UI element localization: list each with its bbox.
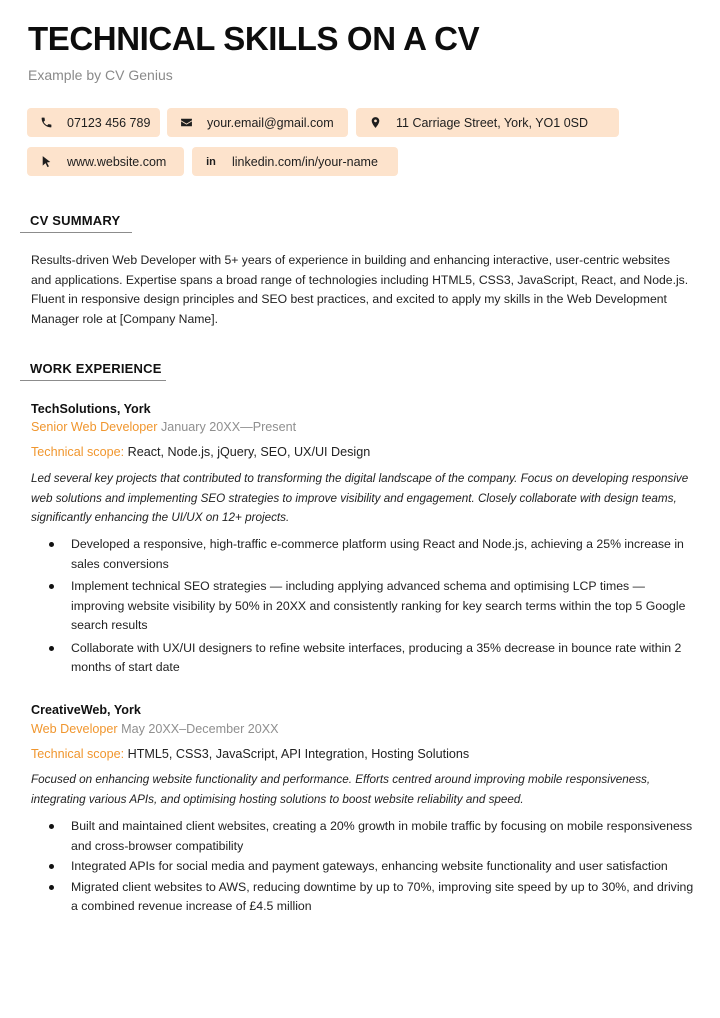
job-scope: HTML5, CSS3, JavaScript, API Integration, Hosting Solutions bbox=[127, 747, 470, 761]
job-scope-label: Technical scope: bbox=[31, 747, 125, 761]
job-scope: React, Node.js, jQuery, SEO, UX/UI Design bbox=[127, 445, 371, 459]
linkedin-link[interactable]: linkedin.com/in/your-name bbox=[232, 154, 378, 169]
website-chip[interactable] bbox=[27, 147, 184, 176]
job-bullets bbox=[46, 817, 696, 917]
job-role-line bbox=[31, 722, 279, 736]
address-chip bbox=[356, 108, 619, 137]
list-item: Built and maintained client websites, creating a 20% growth in mobile traffic by focusing on mobile responsiveness and cross-browser compatibility bbox=[46, 817, 696, 856]
job-dates: January 20XX—Present bbox=[160, 420, 297, 434]
job-bullets bbox=[46, 535, 696, 681]
job-summary: Led several key projects that contributed to transforming the digital landscape of the company. Focus on developing responsive web solutions and implementing SEO strategies to improve visibility and engagement. Closely collaborate with design teams, significantly enhancing the UI/UX on 12+ projects. bbox=[31, 472, 689, 524]
summary-divider bbox=[20, 232, 132, 233]
email-link[interactable]: your.email@gmail.com bbox=[207, 115, 334, 130]
experience-divider bbox=[20, 380, 166, 381]
job-scope-line bbox=[31, 445, 370, 459]
job-company: TechSolutions, York bbox=[31, 402, 151, 416]
phone-icon bbox=[39, 116, 53, 130]
job-role: Web Developer bbox=[31, 722, 118, 736]
job-scope-label: Technical scope: bbox=[31, 445, 125, 459]
cursor-icon bbox=[39, 155, 53, 169]
list-item: Implement technical SEO strategies — including applying advanced schema and optimising LCP times — improving website visibility by 50% in 20XX and consistently ranking for key search terms within the top 5 Google search results bbox=[46, 577, 696, 636]
job-role: Senior Web Developer bbox=[31, 420, 158, 434]
job-summary: Focused on enhancing website functionality and performance. Efforts centred around improving mobile responsiveness, integrating various APIs, and optimising hosting solutions to boost website reliability and speed. bbox=[31, 773, 651, 806]
page-subtitle: Example by CV Genius bbox=[28, 67, 173, 83]
list-item: Collaborate with UX/UI designers to refine website interfaces, producing a 35% decrease in bounce rate within 2 months of start date bbox=[46, 639, 696, 678]
address-text: 11 Carriage Street, York, YO1 0SD bbox=[396, 115, 589, 130]
list-item: Integrated APIs for social media and payment gateways, enhancing website functionality and user satisfaction bbox=[46, 857, 696, 877]
linkedin-chip[interactable] bbox=[192, 147, 398, 176]
linkedin-icon: in bbox=[206, 155, 216, 168]
page-title: TECHNICAL SKILLS ON A CV bbox=[28, 20, 480, 57]
website-link[interactable]: www.website.com bbox=[67, 154, 167, 169]
list-item: Migrated client websites to AWS, reducing downtime by up to 70%, improving site speed by up to 30%, and driving a combined revenue increase of £4.5 million bbox=[46, 878, 696, 917]
summary-text: Results-driven Web Developer with 5+ years of experience in building and enhancing interactive, user-centric websites and applications. Expertise spans a broad range of technologies including HTML5, CSS3, JavaScript, React, and Node.js. Fluent in responsive design principles and SEO best practices, and excited to apply my skills in the Web Development Manager role at [Company Name]. bbox=[31, 253, 689, 326]
phone-chip bbox=[27, 108, 160, 137]
list-item: Developed a responsive, high-traffic e-commerce platform using React and Node.js, achieving a 25% increase in sales conversions bbox=[46, 535, 696, 574]
phone-text: 07123 456 789 bbox=[67, 115, 151, 130]
experience-heading: WORK EXPERIENCE bbox=[30, 361, 162, 376]
job-role-line bbox=[31, 420, 296, 434]
envelope-icon bbox=[179, 116, 193, 130]
summary-heading: CV SUMMARY bbox=[30, 213, 121, 228]
location-pin-icon bbox=[368, 116, 382, 130]
job-dates: May 20XX–December 20XX bbox=[121, 722, 279, 736]
job-scope-line bbox=[31, 747, 469, 761]
job-company: CreativeWeb, York bbox=[31, 703, 141, 717]
email-chip[interactable] bbox=[167, 108, 348, 137]
